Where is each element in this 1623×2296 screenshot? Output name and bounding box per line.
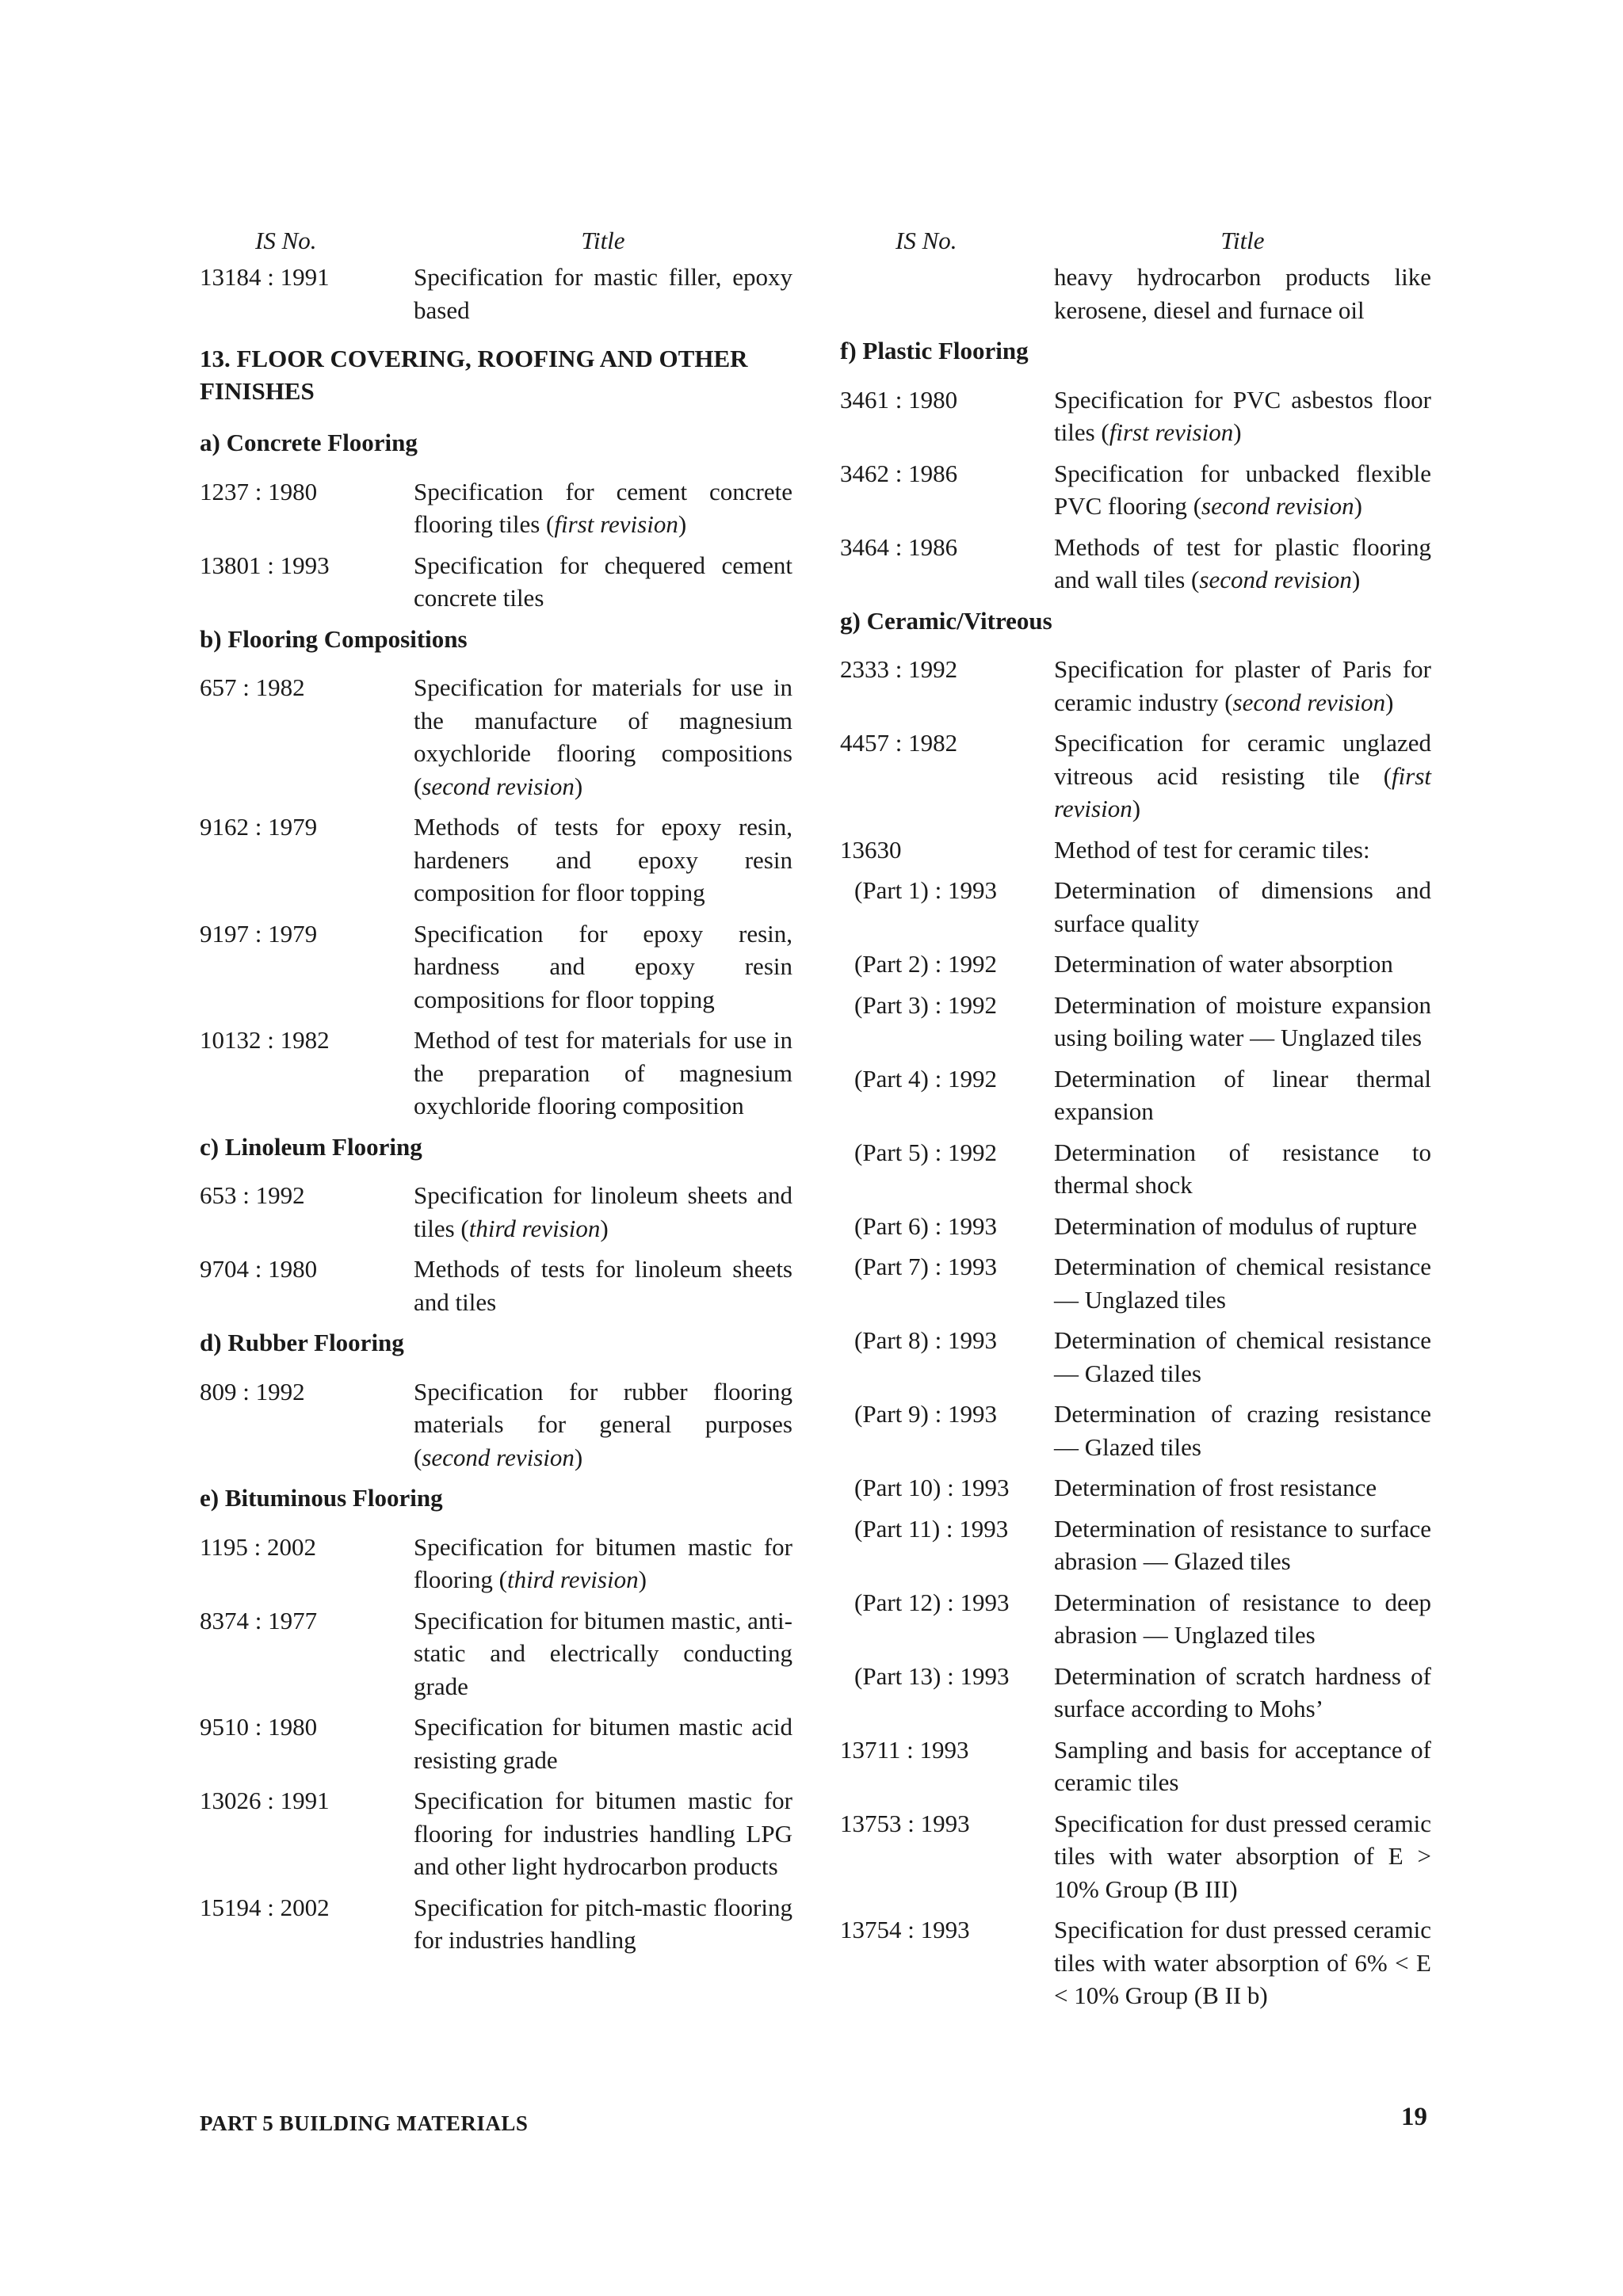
title-text: Specification for bitumen mastic for flooring for industries handling LPG and other light hydrocarbon products	[414, 1787, 792, 1880]
is-number: 9704 : 1980	[200, 1255, 318, 1283]
is-number: 9197 : 1979	[200, 919, 318, 948]
is-number: (Part 2) : 1992	[854, 950, 997, 978]
subsection-heading: g) Ceramic/Vitreous	[840, 606, 1052, 635]
standard-title	[1054, 1062, 1431, 1128]
standard-title	[414, 810, 792, 910]
title-text: Determination of crazing resistance — Glazed tiles	[1054, 1400, 1431, 1461]
standard-entry	[840, 833, 1431, 867]
title-text: Specification for rubber flooring materials for general purposes	[414, 1377, 792, 1438]
standard-entry	[200, 1531, 792, 1596]
standard-entry	[200, 1253, 792, 1318]
standard-title: Specification for bitumen mastic for flooring (third revision)	[414, 1532, 792, 1593]
is-number: 10132 : 1982	[200, 1026, 330, 1054]
standard-entry	[840, 948, 1431, 981]
revision-note: third revision	[506, 1566, 639, 1593]
standard-title: Specification for plaster of Paris for ceramic industry (second revision)	[1054, 655, 1431, 716]
is-number: (Part 10) : 1993	[854, 1474, 1010, 1501]
revision-note: second revision	[1201, 492, 1354, 520]
title-text: Specification for dust pressed ceramic tiles with water absorption of 6% < E < 10% Group (B II b)	[1054, 1916, 1431, 2009]
standard-title	[1054, 833, 1431, 867]
standard-entry	[840, 1250, 1431, 1316]
standard-title	[1054, 1136, 1431, 1202]
standard-entry	[840, 531, 1431, 597]
standard-title: Specification for PVC asbestos floor tiles (first revision)	[1054, 385, 1431, 446]
left-column-header	[200, 224, 792, 261]
standard-title: Specification for rubber flooring materials for general purposes (second revision)	[414, 1377, 792, 1471]
title-text: Determination of linear thermal expansion	[1054, 1064, 1431, 1125]
title-text: Specification for chequered cement concrete tiles	[414, 551, 792, 612]
standard-title	[1054, 1398, 1431, 1463]
title-text: Specification for PVC asbestos floor tiles	[1054, 385, 1431, 446]
title-text: Specification for unbacked flexible PVC flooring	[1054, 459, 1431, 520]
subsection-heading: d) Rubber Flooring	[200, 1329, 404, 1356]
is-number: (Part 11) : 1993	[854, 1514, 1009, 1543]
standard-title	[1054, 1210, 1431, 1243]
subsection-heading: b) Flooring Compositions	[200, 624, 468, 653]
subsection-heading: f) Plastic Flooring	[840, 337, 1029, 364]
is-number: 9162 : 1979	[200, 813, 318, 841]
title-text: Specification for bitumen mastic, anti-static and electrically conducting grade	[414, 1606, 792, 1700]
is-number: 657 : 1982	[200, 673, 305, 701]
is-no-heading: IS No.	[255, 227, 317, 254]
standard-title: Specification for materials for use in the manufacture of magnesium oxychloride flooring compositions (second revision)	[414, 673, 792, 800]
is-number: (Part 12) : 1993	[854, 1588, 1010, 1616]
is-number	[840, 261, 1054, 326]
left-column	[200, 224, 792, 1965]
standard-entry	[200, 1891, 792, 1957]
title-text: Specification for linoleum sheets and tiles	[414, 1181, 792, 1242]
revision-note: first revision	[554, 510, 678, 538]
revision-note: first revision	[1054, 761, 1431, 822]
standard-entry	[840, 1136, 1431, 1202]
standard-title	[1054, 1512, 1431, 1578]
is-number: 8374 : 1977	[200, 1606, 318, 1634]
is-no-heading: IS No.	[896, 227, 957, 254]
is-number: 1237 : 1980	[200, 477, 318, 505]
title-text: Specification for mastic filler, epoxy based	[414, 263, 792, 324]
subsection-heading: c) Linoleum Flooring	[200, 1132, 422, 1161]
standard-entry	[840, 1807, 1431, 1906]
is-number: 3461 : 1980	[840, 385, 958, 414]
title-text: Specification for materials for use in the manufacture of magnesium oxychloride flooring compositions	[414, 673, 792, 767]
revision-note: second revision	[422, 772, 575, 800]
standard-entry	[200, 1375, 792, 1474]
standard-entry	[200, 917, 792, 1016]
title-text: Determination of scratch hardness of surface according to Mohs’	[1054, 1661, 1431, 1722]
standard-entry	[840, 1398, 1431, 1463]
subsection-heading: a) Concrete Flooring	[200, 429, 418, 456]
is-number: (Part 4) : 1992	[854, 1064, 997, 1093]
title-text: Specification for ceramic unglazed vitreous acid resisting tile	[1054, 729, 1431, 790]
right-column-header	[840, 224, 1431, 261]
is-number: 15194 : 2002	[200, 1893, 330, 1921]
standard-title: Specification for cement concrete flooring tiles (first revision)	[414, 477, 792, 538]
title-heading: Title	[1220, 227, 1265, 254]
title-text: Determination of chemical resistance — Unglazed tiles	[1054, 1253, 1431, 1314]
is-number: 3462 : 1986	[840, 459, 958, 487]
revision-note: first revision	[1109, 418, 1234, 446]
title-text: Specification for dust pressed ceramic tiles with water absorption of E > 10% Group (B III)	[1054, 1809, 1431, 1903]
standard-title	[414, 261, 792, 326]
is-number: (Part 7) : 1993	[854, 1253, 997, 1280]
standard-entry	[840, 383, 1431, 449]
standard-title	[1054, 261, 1431, 326]
standard-entry	[840, 457, 1431, 523]
is-number: 3464 : 1986	[840, 532, 958, 561]
standard-title	[1054, 1586, 1431, 1652]
title-text: Methods of tests for linoleum sheets and tiles	[414, 1255, 792, 1316]
title-text: heavy hydrocarbon products like kerosene, diesel and furnace oil	[1054, 263, 1431, 324]
title-text: Determination of resistance to deep abrasion — Unglazed tiles	[1054, 1588, 1431, 1649]
is-number: (Part 1) : 1993	[854, 876, 997, 904]
standard-title	[414, 1024, 792, 1123]
is-number: (Part 5) : 1992	[854, 1138, 997, 1166]
standard-entry	[840, 653, 1431, 719]
title-text: Specification for epoxy resin, hardness and epoxy resin compositions for floor topping	[414, 919, 792, 1013]
standard-entry	[200, 475, 792, 541]
standard-entry	[200, 1711, 792, 1776]
is-number: 4457 : 1982	[840, 729, 958, 757]
standard-title	[414, 1711, 792, 1776]
standard-title: Methods of test for plastic flooring and wall tiles (second revision)	[1054, 532, 1431, 593]
standard-entry	[200, 549, 792, 615]
is-number: 653 : 1992	[200, 1181, 305, 1209]
is-number: 13630	[840, 835, 902, 864]
section-heading: 13. FLOOR COVERING, ROOFING AND OTHER FINISHES	[200, 345, 748, 405]
is-number: 809 : 1992	[200, 1377, 305, 1405]
title-text: Determination of moisture expansion using boiling water — Unglazed tiles	[1054, 990, 1431, 1051]
title-text: Sampling and basis for acceptance of ceramic tiles	[1054, 1735, 1431, 1796]
is-number: 13184 : 1991	[200, 263, 330, 291]
standard-entry	[200, 810, 792, 910]
standard-entry	[840, 1512, 1431, 1578]
standard-title	[414, 1604, 792, 1703]
revision-note: second revision	[422, 1443, 575, 1471]
standard-title	[1054, 1807, 1431, 1906]
standard-entry	[840, 1733, 1431, 1799]
is-number: 13711 : 1993	[840, 1735, 969, 1764]
standard-title	[1054, 1660, 1431, 1726]
standard-entry	[200, 1784, 792, 1883]
revision-note: third revision	[468, 1214, 601, 1242]
standard-title: Specification for linoleum sheets and tiles (third revision)	[414, 1181, 792, 1242]
title-text: Determination of modulus of rupture	[1054, 1211, 1418, 1240]
title-text: Determination of chemical resistance — Glazed tiles	[1054, 1326, 1431, 1387]
is-number: 13801 : 1993	[200, 551, 330, 579]
title-text: Determination of resistance to thermal shock	[1054, 1138, 1431, 1199]
standard-entry	[200, 261, 792, 326]
standard-entry	[840, 1913, 1431, 2012]
title-text: Specification for bitumen mastic for flooring	[414, 1532, 792, 1593]
standard-entry	[840, 1660, 1431, 1726]
standard-entry	[840, 1471, 1431, 1505]
title-text: Determination of dimensions and surface quality	[1054, 876, 1431, 937]
standard-entry	[840, 989, 1431, 1055]
title-text: Determination of water absorption	[1054, 950, 1393, 978]
is-number: (Part 13) : 1993	[854, 1661, 1010, 1690]
standard-title	[1054, 1324, 1431, 1390]
standard-entry	[840, 1062, 1431, 1128]
title-text: Specification for pitch-mastic flooring for industries handling	[414, 1893, 792, 1954]
title-heading: Title	[581, 227, 625, 254]
standard-entry	[840, 1324, 1431, 1390]
standard-entry	[840, 1210, 1431, 1243]
right-column-body	[840, 261, 1431, 2012]
is-number: 13026 : 1991	[200, 1787, 330, 1814]
standard-title	[414, 1891, 792, 1957]
standard-title	[1054, 1733, 1431, 1799]
is-number: 13753 : 1993	[840, 1809, 970, 1837]
title-text: Specification for cement concrete flooring tiles	[414, 477, 792, 538]
standard-title	[414, 549, 792, 615]
is-number: (Part 9) : 1993	[854, 1400, 997, 1428]
right-column	[840, 224, 1431, 2020]
standard-title	[1054, 1471, 1431, 1505]
title-text: Determination of frost resistance	[1054, 1474, 1377, 1501]
standard-title	[414, 917, 792, 1016]
standard-title: Specification for ceramic unglazed vitreous acid resisting tile (first revision)	[1054, 729, 1431, 822]
revision-note: second revision	[1232, 688, 1386, 716]
standard-title	[1054, 874, 1431, 940]
is-number: 1195 : 2002	[200, 1532, 316, 1561]
standard-title	[1054, 989, 1431, 1055]
standard-title: Specification for unbacked flexible PVC flooring (second revision)	[1054, 459, 1431, 520]
standard-title	[1054, 948, 1431, 981]
is-number: (Part 3) : 1992	[854, 990, 997, 1019]
standard-title	[1054, 1913, 1431, 2012]
title-text: Methods of tests for epoxy resin, hardeners and epoxy resin composition for floor topping	[414, 813, 792, 906]
standard-title	[414, 1253, 792, 1318]
is-number: 13754 : 1993	[840, 1916, 970, 1943]
subsection-heading: e) Bituminous Flooring	[200, 1484, 443, 1512]
is-number: 9510 : 1980	[200, 1713, 318, 1741]
page-number: 19	[1401, 2103, 1427, 2131]
standard-entry	[840, 727, 1431, 826]
title-text: Determination of resistance to surface abrasion — Glazed tiles	[1054, 1514, 1431, 1575]
title-text: Specification for bitumen mastic acid resisting grade	[414, 1713, 792, 1774]
is-number: (Part 6) : 1993	[854, 1211, 997, 1240]
is-number: (Part 8) : 1993	[854, 1326, 997, 1354]
standard-entry	[840, 1586, 1431, 1652]
standard-entry	[200, 1604, 792, 1703]
title-text: Method of test for materials for use in the preparation of magnesium oxychloride flooring composition	[414, 1026, 792, 1119]
standard-entry	[840, 261, 1431, 326]
title-text: Method of test for ceramic tiles:	[1054, 835, 1370, 864]
standard-entry	[200, 671, 792, 803]
revision-note: second revision	[1199, 566, 1352, 593]
standard-title	[414, 1784, 792, 1883]
title-text: Methods of test for plastic flooring and wall tiles	[1054, 532, 1431, 593]
standard-entry	[200, 1179, 792, 1245]
footer-part-label: PART 5 BUILDING MATERIALS	[200, 2111, 529, 2135]
standard-entry	[840, 874, 1431, 940]
is-number: 2333 : 1992	[840, 655, 958, 683]
title-text: Specification for plaster of Paris for ceramic industry	[1054, 655, 1431, 716]
standard-title	[1054, 1250, 1431, 1316]
left-column-body	[200, 261, 792, 1957]
standard-entry	[200, 1024, 792, 1123]
